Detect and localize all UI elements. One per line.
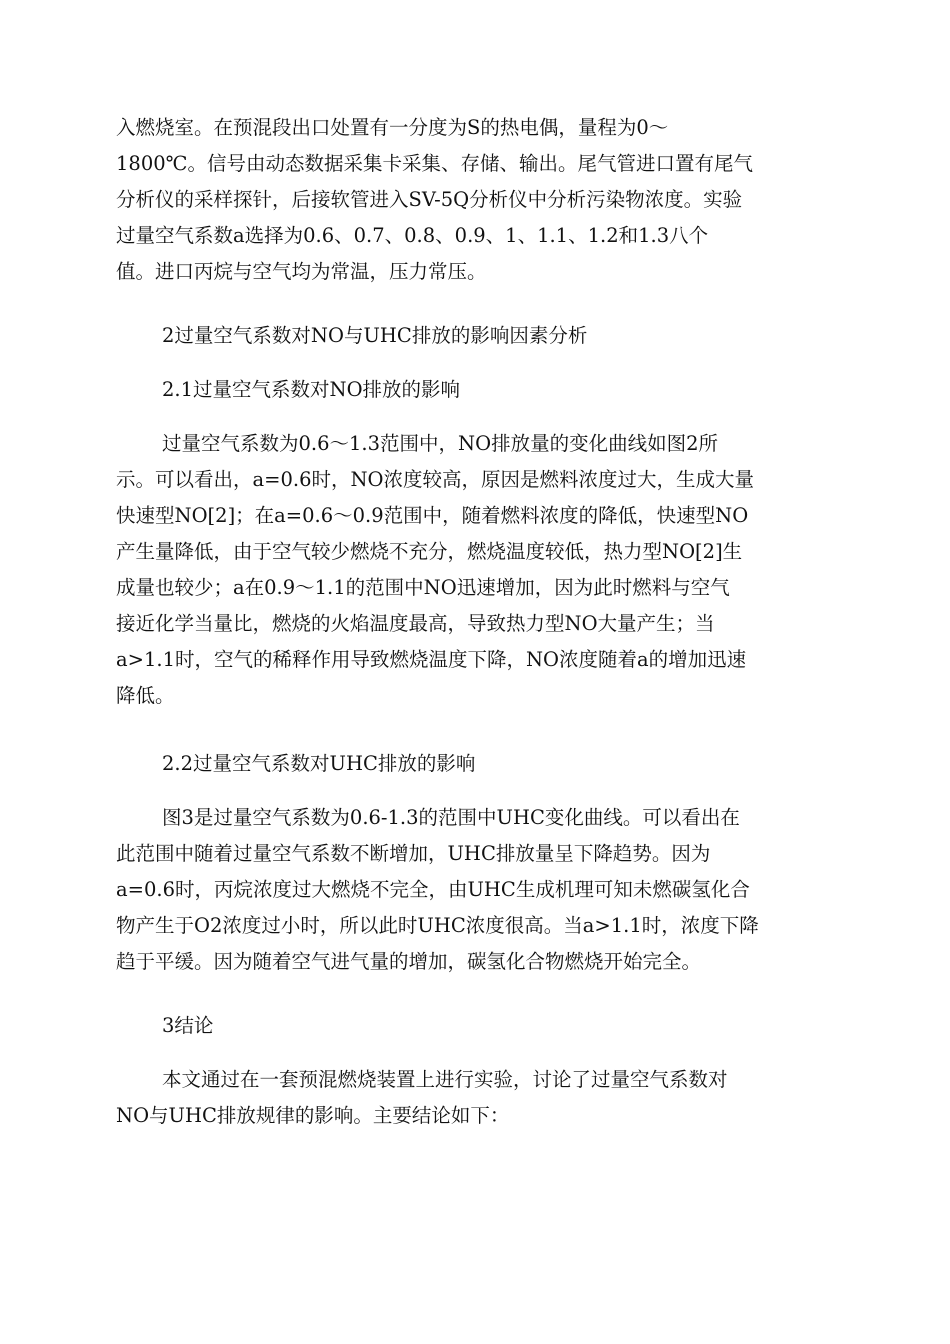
text-line: 成量也较少；a在0.9～1.1的范围中NO迅速增加，因为此时燃料与空气 xyxy=(116,576,730,599)
text-line: 1800℃。信号由动态数据采集卡采集、存储、输出。尾气管进口置有尾气 xyxy=(116,152,753,175)
text-line: 入燃烧室。在预混段出口处置有一分度为S的热电偶，量程为0～ xyxy=(116,116,669,139)
text-line: 此范围中随着过量空气系数不断增加，UHC排放量呈下降趋势。因为 xyxy=(116,842,711,865)
paragraph-no-emission xyxy=(116,426,846,714)
text-line: a=0.6时，丙烷浓度过大燃烧不完全，由UHC生成机理可知未燃碳氢化合 xyxy=(116,878,750,901)
text-line: 过量空气系数a选择为0.6、0.7、0.8、0.9、1、1.1、1.2和1.3八个 xyxy=(116,224,709,247)
paragraph-experiment-setup xyxy=(116,110,846,290)
text-line: 物产生于O2浓度过小时，所以此时UHC浓度很高。当a>1.1时，浓度下降 xyxy=(116,914,759,937)
section-heading-3: 3结论 xyxy=(162,1014,214,1037)
paragraph-uhc-emission xyxy=(116,800,846,980)
text-line: 趋于平缓。因为随着空气进气量的增加，碳氢化合物燃烧开始完全。 xyxy=(116,950,702,973)
section-heading-2: 2过量空气系数对NO与UHC排放的影响因素分析 xyxy=(162,324,588,347)
text-line: 图3是过量空气系数为0.6-1.3的范围中UHC变化曲线。可以看出在 xyxy=(162,806,740,829)
text-line: 快速型NO[2]；在a=0.6～0.9范围中，随着燃料浓度的降低，快速型NO xyxy=(116,504,749,527)
text-line: a>1.1时，空气的稀释作用导致燃烧温度下降，NO浓度随着a的增加迅速 xyxy=(116,648,747,671)
text-line: 本文通过在一套预混燃烧装置上进行实验，讨论了过量空气系数对 xyxy=(162,1068,728,1091)
section-heading-2-1: 2.1过量空气系数对NO排放的影响 xyxy=(162,378,461,401)
text-line: 降低。 xyxy=(116,684,175,707)
text-line: 产生量降低，由于空气较少燃烧不充分，燃烧温度较低，热力型NO[2]生 xyxy=(116,540,743,563)
text-line: 过量空气系数为0.6～1.3范围中，NO排放量的变化曲线如图2所 xyxy=(162,432,718,455)
section-heading-2-2: 2.2过量空气系数对UHC排放的影响 xyxy=(162,752,476,775)
text-line: 分析仪的采样探针，后接软管进入SV-5Q分析仪中分析污染物浓度。实验 xyxy=(116,188,743,211)
text-line: 值。进口丙烷与空气均为常温，压力常压。 xyxy=(116,260,487,283)
text-line: 接近化学当量比，燃烧的火焰温度最高，导致热力型NO大量产生；当 xyxy=(116,612,715,635)
text-line: NO与UHC排放规律的影响。主要结论如下： xyxy=(116,1104,510,1127)
paragraph-conclusion xyxy=(116,1062,846,1134)
text-line: 示。可以看出，a=0.6时，NO浓度较高，原因是燃料浓度过大，生成大量 xyxy=(116,468,755,491)
